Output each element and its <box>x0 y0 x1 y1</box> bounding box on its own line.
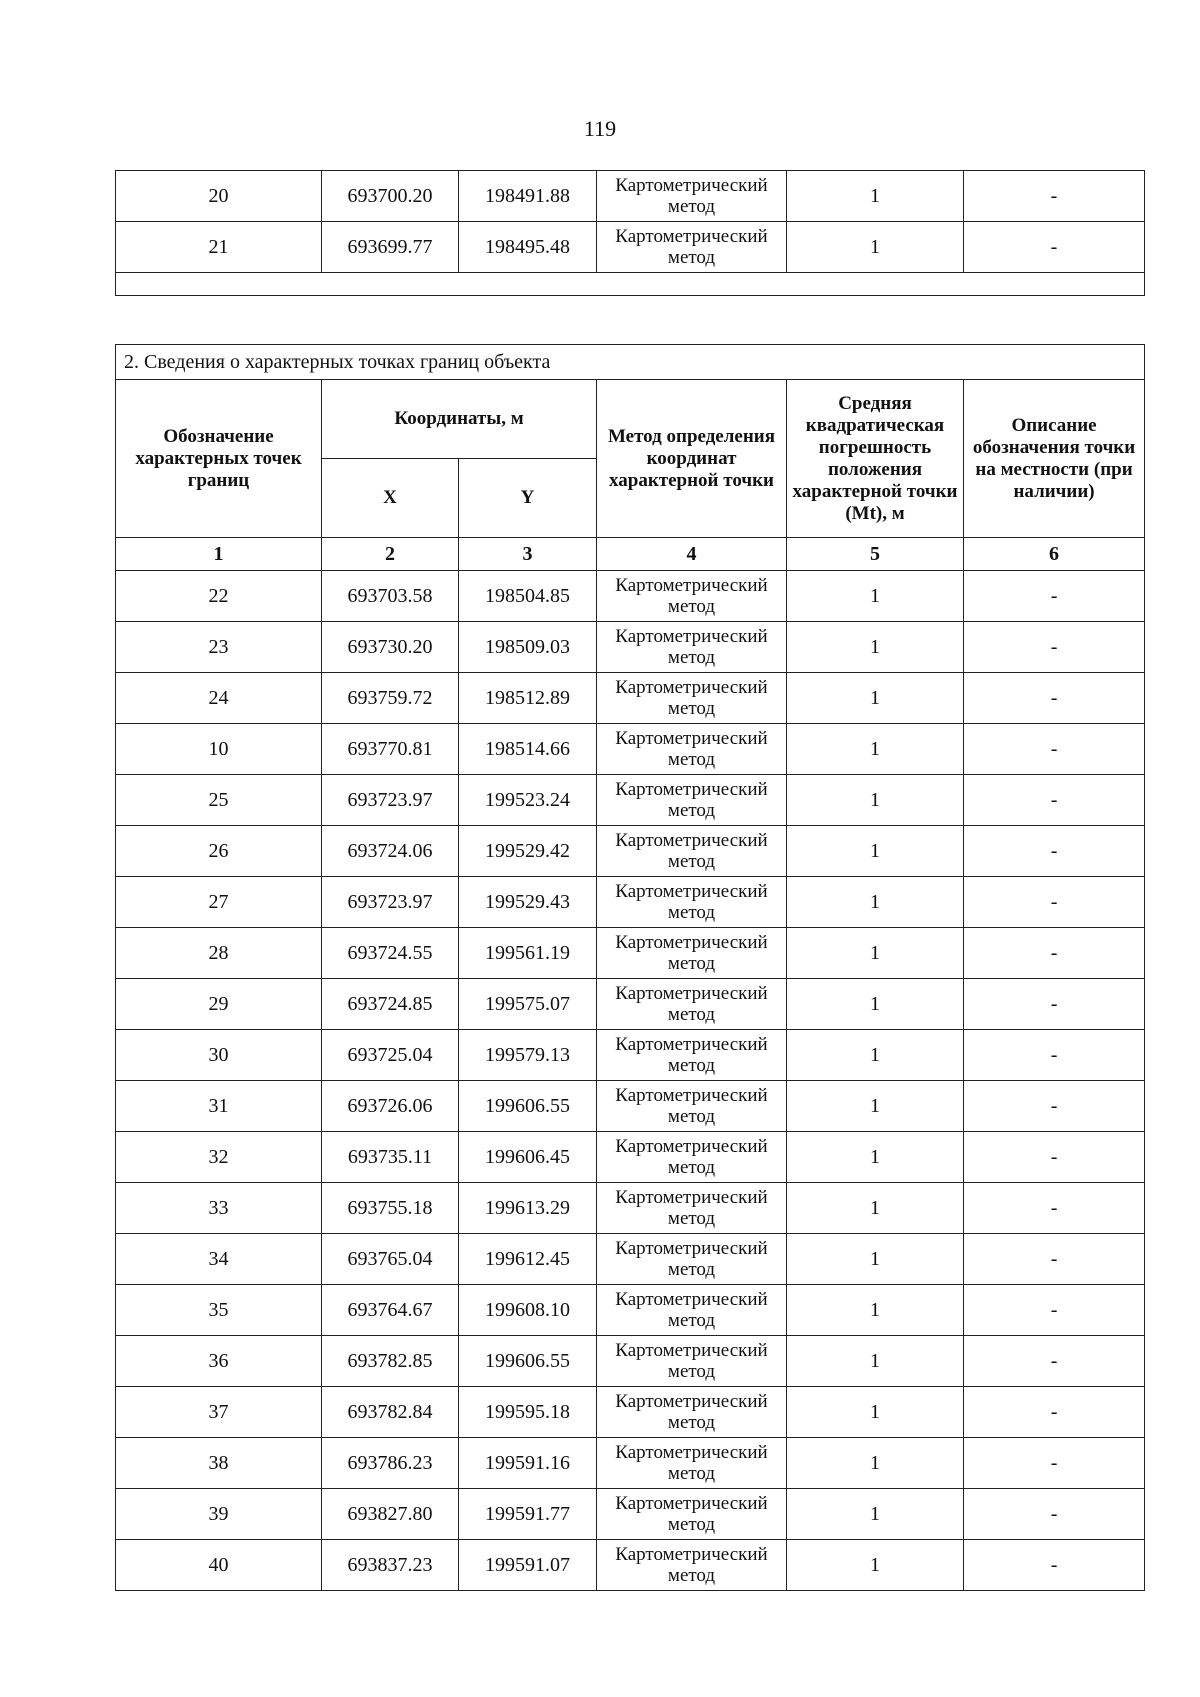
y-coordinate-cell: 198512.89 <box>459 673 597 724</box>
method-cell: Картометрический метод <box>597 1387 787 1438</box>
x-coordinate-cell: 693765.04 <box>322 1234 459 1285</box>
method-cell: Картометрический метод <box>597 1336 787 1387</box>
table-row <box>116 1285 1145 1336</box>
x-coordinate-cell: 693837.23 <box>322 1540 459 1591</box>
point-cell: 38 <box>116 1438 322 1489</box>
y-coordinate-cell: 199606.55 <box>459 1081 597 1132</box>
point-cell: 30 <box>116 1030 322 1081</box>
point-cell: 33 <box>116 1183 322 1234</box>
method-cell: Картометрический метод <box>597 1030 787 1081</box>
method-cell: Картометрический метод <box>597 571 787 622</box>
description-cell: - <box>964 979 1145 1030</box>
y-coordinate-cell: 199561.19 <box>459 928 597 979</box>
y-coordinate-cell: 199595.18 <box>459 1387 597 1438</box>
y-coordinate-cell: 199591.16 <box>459 1438 597 1489</box>
table-row <box>116 1132 1145 1183</box>
table-row <box>116 724 1145 775</box>
description-cell: - <box>964 1081 1145 1132</box>
accuracy-cell: 1 <box>787 724 964 775</box>
x-coordinate-cell: 693770.81 <box>322 724 459 775</box>
table-row <box>116 826 1145 877</box>
x-coordinate-cell: 693755.18 <box>322 1183 459 1234</box>
method-cell: Картометрический метод <box>597 1489 787 1540</box>
column-number: 2 <box>322 538 459 571</box>
method-cell: Картометрический метод <box>597 1438 787 1489</box>
point-cell: 23 <box>116 622 322 673</box>
header-accuracy: Средняя квадратическая погрешность положения характерной точки (Mt), м <box>787 380 964 538</box>
accuracy-cell: 1 <box>787 222 964 273</box>
accuracy-cell: 1 <box>787 877 964 928</box>
header-coordinates: Координаты, м <box>322 380 597 459</box>
description-cell: - <box>964 877 1145 928</box>
table-row <box>116 571 1145 622</box>
method-cell: Картометрический метод <box>597 1081 787 1132</box>
table-row <box>116 1183 1145 1234</box>
accuracy-cell: 1 <box>787 571 964 622</box>
x-coordinate-cell: 693726.06 <box>322 1081 459 1132</box>
accuracy-cell: 1 <box>787 673 964 724</box>
column-number: 4 <box>597 538 787 571</box>
point-cell: 27 <box>116 877 322 928</box>
y-coordinate-cell: 199606.45 <box>459 1132 597 1183</box>
table-row <box>116 1387 1145 1438</box>
table-row <box>116 877 1145 928</box>
method-cell: Картометрический метод <box>597 622 787 673</box>
table-row <box>116 1438 1145 1489</box>
header-y: Y <box>459 459 597 538</box>
y-coordinate-cell: 198504.85 <box>459 571 597 622</box>
x-coordinate-cell: 693723.97 <box>322 775 459 826</box>
x-coordinate-cell: 693700.20 <box>322 171 459 222</box>
point-cell: 26 <box>116 826 322 877</box>
y-coordinate-cell: 199579.13 <box>459 1030 597 1081</box>
x-coordinate-cell: 693699.77 <box>322 222 459 273</box>
description-cell: - <box>964 1183 1145 1234</box>
y-coordinate-cell: 199529.42 <box>459 826 597 877</box>
x-coordinate-cell: 693782.84 <box>322 1387 459 1438</box>
method-cell: Картометрический метод <box>597 724 787 775</box>
accuracy-cell: 1 <box>787 1030 964 1081</box>
y-coordinate-cell: 199606.55 <box>459 1336 597 1387</box>
y-coordinate-cell: 199523.24 <box>459 775 597 826</box>
point-cell: 25 <box>116 775 322 826</box>
y-coordinate-cell: 199591.77 <box>459 1489 597 1540</box>
x-coordinate-cell: 693724.55 <box>322 928 459 979</box>
header-description: Описание обозначения точки на местности (при наличии) <box>964 380 1145 538</box>
x-coordinate-cell: 693759.72 <box>322 673 459 724</box>
y-coordinate-cell: 198509.03 <box>459 622 597 673</box>
empty-row <box>116 273 1145 296</box>
method-cell: Картометрический метод <box>597 1132 787 1183</box>
point-cell: 10 <box>116 724 322 775</box>
continued-points-table <box>115 170 1145 296</box>
accuracy-cell: 1 <box>787 826 964 877</box>
description-cell: - <box>964 1132 1145 1183</box>
table-row <box>116 928 1145 979</box>
description-cell: - <box>964 826 1145 877</box>
method-cell: Картометрический метод <box>597 775 787 826</box>
y-coordinate-cell: 198514.66 <box>459 724 597 775</box>
table-row <box>116 1489 1145 1540</box>
x-coordinate-cell: 693725.04 <box>322 1030 459 1081</box>
table-row <box>116 1030 1145 1081</box>
description-cell: - <box>964 928 1145 979</box>
accuracy-cell: 1 <box>787 1336 964 1387</box>
description-cell: - <box>964 1438 1145 1489</box>
description-cell: - <box>964 1489 1145 1540</box>
table-row <box>116 222 1145 273</box>
accuracy-cell: 1 <box>787 1540 964 1591</box>
point-cell: 22 <box>116 571 322 622</box>
point-cell: 31 <box>116 1081 322 1132</box>
y-coordinate-cell: 199613.29 <box>459 1183 597 1234</box>
point-cell: 34 <box>116 1234 322 1285</box>
x-coordinate-cell: 693724.06 <box>322 826 459 877</box>
description-cell: - <box>964 222 1145 273</box>
description-cell: - <box>964 1030 1145 1081</box>
x-coordinate-cell: 693735.11 <box>322 1132 459 1183</box>
description-cell: - <box>964 1387 1145 1438</box>
method-cell: Картометрический метод <box>597 171 787 222</box>
table-row <box>116 622 1145 673</box>
description-cell: - <box>964 622 1145 673</box>
header-method: Метод определения координат характерной точки <box>597 380 787 538</box>
point-cell: 32 <box>116 1132 322 1183</box>
accuracy-cell: 1 <box>787 1489 964 1540</box>
table-row <box>116 775 1145 826</box>
section-title: 2. Сведения о характерных точках границ объекта <box>116 345 1145 380</box>
description-cell: - <box>964 673 1145 724</box>
method-cell: Картометрический метод <box>597 928 787 979</box>
accuracy-cell: 1 <box>787 1387 964 1438</box>
column-number: 3 <box>459 538 597 571</box>
accuracy-cell: 1 <box>787 775 964 826</box>
method-cell: Картометрический метод <box>597 1540 787 1591</box>
description-cell: - <box>964 571 1145 622</box>
x-coordinate-cell: 693827.80 <box>322 1489 459 1540</box>
accuracy-cell: 1 <box>787 171 964 222</box>
method-cell: Картометрический метод <box>597 1285 787 1336</box>
table-row <box>116 1081 1145 1132</box>
column-number: 5 <box>787 538 964 571</box>
accuracy-cell: 1 <box>787 1081 964 1132</box>
y-coordinate-cell: 198491.88 <box>459 171 597 222</box>
description-cell: - <box>964 1234 1145 1285</box>
x-coordinate-cell: 693723.97 <box>322 877 459 928</box>
boundary-points-table <box>115 344 1145 1591</box>
method-cell: Картометрический метод <box>597 979 787 1030</box>
y-coordinate-cell: 198495.48 <box>459 222 597 273</box>
point-cell: 28 <box>116 928 322 979</box>
x-coordinate-cell: 693786.23 <box>322 1438 459 1489</box>
table-row <box>116 979 1145 1030</box>
point-cell: 21 <box>116 222 322 273</box>
accuracy-cell: 1 <box>787 1234 964 1285</box>
method-cell: Картометрический метод <box>597 1183 787 1234</box>
point-cell: 20 <box>116 171 322 222</box>
page-number: 119 <box>583 116 617 141</box>
point-cell: 24 <box>116 673 322 724</box>
x-coordinate-cell: 693764.67 <box>322 1285 459 1336</box>
empty-cell <box>116 273 1145 296</box>
accuracy-cell: 1 <box>787 1132 964 1183</box>
description-cell: - <box>964 1540 1145 1591</box>
table-row <box>116 171 1145 222</box>
x-coordinate-cell: 693703.58 <box>322 571 459 622</box>
y-coordinate-cell: 199529.43 <box>459 877 597 928</box>
accuracy-cell: 1 <box>787 1438 964 1489</box>
x-coordinate-cell: 693724.85 <box>322 979 459 1030</box>
table-row <box>116 673 1145 724</box>
y-coordinate-cell: 199612.45 <box>459 1234 597 1285</box>
column-number: 1 <box>116 538 322 571</box>
y-coordinate-cell: 199608.10 <box>459 1285 597 1336</box>
description-cell: - <box>964 1336 1145 1387</box>
x-coordinate-cell: 693782.85 <box>322 1336 459 1387</box>
description-cell: - <box>964 724 1145 775</box>
table-row <box>116 1234 1145 1285</box>
table-row <box>116 1540 1145 1591</box>
point-cell: 37 <box>116 1387 322 1438</box>
accuracy-cell: 1 <box>787 1285 964 1336</box>
table-row <box>116 1336 1145 1387</box>
description-cell: - <box>964 171 1145 222</box>
x-coordinate-cell: 693730.20 <box>322 622 459 673</box>
header-point: Обозначение характерных точек границ <box>116 380 322 538</box>
point-cell: 35 <box>116 1285 322 1336</box>
accuracy-cell: 1 <box>787 979 964 1030</box>
description-cell: - <box>964 775 1145 826</box>
accuracy-cell: 1 <box>787 1183 964 1234</box>
method-cell: Картометрический метод <box>597 826 787 877</box>
method-cell: Картометрический метод <box>597 673 787 724</box>
column-number-row <box>116 538 1145 571</box>
point-cell: 36 <box>116 1336 322 1387</box>
point-cell: 39 <box>116 1489 322 1540</box>
y-coordinate-cell: 199575.07 <box>459 979 597 1030</box>
method-cell: Картометрический метод <box>597 222 787 273</box>
y-coordinate-cell: 199591.07 <box>459 1540 597 1591</box>
method-cell: Картометрический метод <box>597 877 787 928</box>
header-x: X <box>322 459 459 538</box>
accuracy-cell: 1 <box>787 622 964 673</box>
description-cell: - <box>964 1285 1145 1336</box>
column-number: 6 <box>964 538 1145 571</box>
accuracy-cell: 1 <box>787 928 964 979</box>
point-cell: 40 <box>116 1540 322 1591</box>
method-cell: Картометрический метод <box>597 1234 787 1285</box>
point-cell: 29 <box>116 979 322 1030</box>
